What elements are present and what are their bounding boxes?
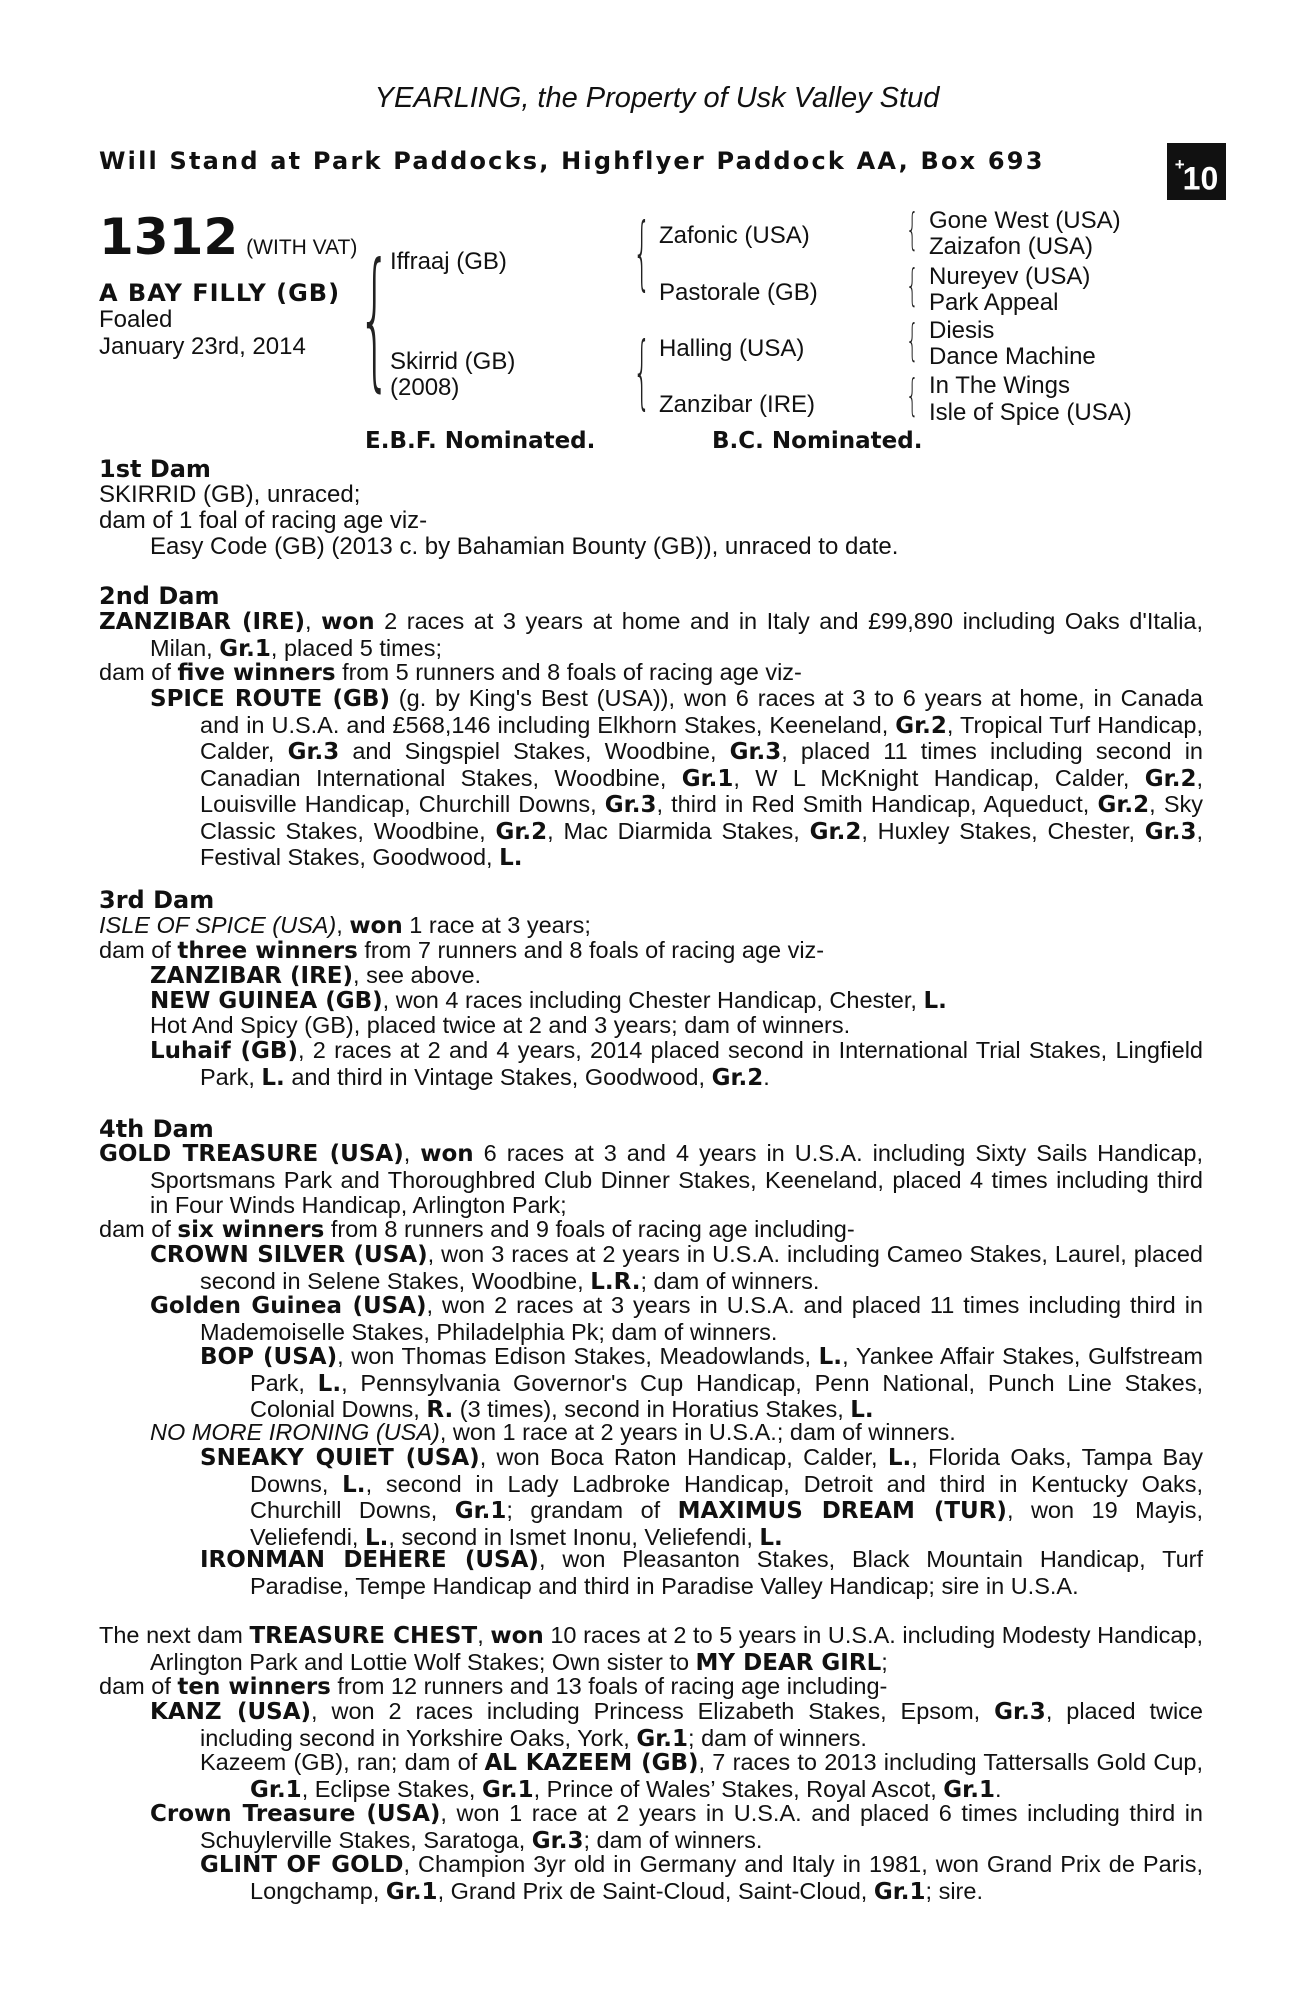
text: , third in Red Smith Handicap, Aqueduct, [656,791,1098,817]
text: dam of [99,659,178,685]
text: , Huxley Stakes, Chester, [861,817,1145,844]
grade: Gr.2 [895,712,947,739]
horse-name-bold: MAXIMUS DREAM (TUR) [677,1498,1007,1524]
grade: Gr.2 [1144,765,1197,792]
dam3-zanzibar [150,963,1203,990]
text: , won 1 race at 2 years in U.S.A.; dam of winners. [439,1419,956,1445]
text: , second in Lady Ladbroke Handicap, Detroit and third in Kentucky Oaks, Churchill Downs, [250,1470,1203,1523]
text: dam of [99,1216,178,1242]
gen3-6: Dance Machine [929,343,1096,370]
dam4-heading: 4th Dam [99,1115,214,1143]
text: ; dam of winners. [640,1267,820,1294]
dam4-ironman-dehere [200,1547,1203,1599]
badge-number: 10 [1182,160,1219,197]
text: 2 races at 3 years at home and in Italy and £99,890 including Oaks d'Italia, Milan, [150,608,1204,661]
dam3-heading: 3rd Dam [99,886,215,914]
horse-name-bold: KANZ (USA) [150,1699,312,1725]
text: . [763,1063,770,1090]
text: , won 19 Mayis, Veliefendi, [250,1497,1204,1550]
lot-number-value: 1312 [99,208,239,266]
grade: L. [759,1524,783,1551]
dam2-zanzibar: ZANZIBAR (IRE), won 2 races at 3 years at home and in Italy and £99,890 including Oaks d'Italia, Milan, Gr.1, placed 5 times; [99,608,1204,662]
stand-location: Will Stand at Park Paddocks, Highflyer Paddock AA, Box 693 [99,147,1045,175]
ebf-nomination: E.B.F. Nominated. [365,428,596,454]
text: , Champion 3yr old in Germany and Italy in 1981, won Grand Prix de Paris, Longchamp, [250,1851,1203,1904]
text: , Yankee Affair Stakes, Gulfstream Park, [250,1343,1203,1396]
grade: Gr.3 [604,792,657,818]
horse-name-bold: NEW GUINEA (GB) [150,988,383,1014]
next-crown-treasure [150,1801,1203,1854]
text: , won 1 race at 2 years in U.S.A. and placed 6 times including third in Schuylerville Stakes, Saratoga, [200,1800,1203,1853]
page-title: YEARLING, the Property of Usk Valley Stud [374,82,940,114]
text: , Eclipse Stakes, [301,1775,482,1802]
dam4-dam-of [99,1217,1203,1244]
text: (g. by King's Best (USA)), won 6 races at 3 to 6 years at home, in Canada and in U.S.A. and £568,146 including Elkhorn Stakes, Keeneland, [200,685,1203,738]
dam4-sneaky-quiet [200,1445,1203,1551]
grade: L. [261,1064,285,1091]
won-bold: won [321,609,375,635]
next-dam-of [99,1674,1203,1701]
text: . [994,1775,1002,1802]
text: , see above. [353,962,482,988]
horse-name-bold: Crown Treasure (USA) [150,1801,441,1827]
horse-name-bold: GOLD TREASURE (USA) [99,1141,404,1167]
sire-dam: Pastorale (GB) [659,279,818,306]
text: , 2 races at 2 and 4 years, 2014 placed second in International Trial Stakes, Lingfield Park, [200,1037,1203,1090]
next-glint-of-gold [200,1852,1203,1905]
grade: Gr.1 [943,1776,995,1803]
dam-year: (2008) [390,374,460,401]
winners-count: ten winners [177,1674,331,1700]
text: , [477,1622,491,1648]
winners-count: three winners [177,938,358,964]
dam3-dam-of [99,938,1203,965]
text: , won 2 races including Princess Elizabeth Stakes, Epsom, [311,1698,995,1724]
dam1-line1: SKIRRID (GB), unraced; [99,481,361,508]
horse-name-bold: CROWN SILVER (USA) [150,1242,428,1268]
grade: L.R. [590,1268,641,1295]
dam1-line3: Easy Code (GB) (2013 c. by Bahamian Bounty (GB)), unraced to date. [150,533,899,560]
text: ; grandam of [506,1497,678,1523]
dam2-heading: 2nd Dam [99,582,220,610]
text: from 5 runners and 8 foals of racing age viz- [335,659,802,685]
text: , Florida Oaks, Tampa Bay Downs, [250,1444,1203,1497]
grade: Gr.1 [385,1878,438,1905]
horse-name-italic: NO MORE IRONING (USA) [150,1419,440,1445]
text: (3 times), second in Horatius Stakes, [453,1396,851,1422]
text: , second in Ismet Inonu, Veliefendi, [388,1523,760,1550]
dam3-new-guinea [150,988,1203,1015]
next-kanz [150,1699,1203,1752]
sire-brace: { [633,206,651,299]
gen3-brace-4: { [906,370,919,421]
text: , placed 5 times; [270,634,443,661]
text: ; dam of winners. [688,1724,867,1751]
text: dam of [99,937,178,963]
dam4-gold-treasure: GOLD TREASURE (USA), won 6 races at 3 and 4 years in U.S.A. including Sixty Sails Handicap, Sportsmans Park and Thoroughbred Club Dinner Stakes, Keeneland, placed 4 times including third in Four Winds Handicap, Arlington Park; [99,1140,1203,1218]
text: , Louisville Handicap, Churchill Downs, [200,764,1203,817]
lot-badge [1167,143,1226,200]
text: , Pennsylvania Governor's Cup Handicap, Penn National, Punch Line Stakes, Colonial Downs, [250,1369,1203,1422]
text: , Prince of Wales’ Stakes, Royal Ascot, [533,1775,944,1802]
foaled-label: Foaled [99,306,173,333]
grade: Gr.1 [636,1725,689,1752]
grade: Gr.2 [1097,792,1150,818]
gen3-8: Isle of Spice (USA) [929,399,1132,426]
gen3-4: Park Appeal [929,289,1059,316]
dam3-hot-and-spicy: Hot And Spicy (GB), placed twice at 2 and 3 years; dam of winners. [150,1012,851,1038]
text: , Mac Diarmida Stakes, [547,817,810,844]
vat-label: (WITH VAT) [246,236,358,259]
text: , won Thomas Edison Stakes, Meadowlands, [337,1343,819,1369]
dam3-isle: ISLE OF SPICE (USA), won 1 race at 3 years; [99,912,591,939]
text: , won Pleasanton Stakes, Black Mountain Handicap, Turf Paradise, Tempe Handicap and third in Paradise Valley Handicap; sire in U.S.A. [250,1546,1203,1599]
dam4-bop [200,1344,1203,1424]
text: from 7 runners and 8 foals of racing age viz- [357,937,825,963]
gen3-brace-2: { [906,260,919,311]
text: from 12 runners and 13 foals of racing age including- [330,1673,888,1699]
grade: Gr.1 [481,1776,534,1803]
gen3-2: Zaizafon (USA) [929,233,1094,260]
horse-name-bold: Luhaif (GB) [150,1038,298,1064]
won-bold: won [490,1623,544,1649]
dam1-heading: 1st Dam [99,455,211,483]
foaled-date: January 23rd, 2014 [99,333,306,360]
text: from 8 runners and 9 foals of racing age including- [324,1216,855,1242]
grade: L. [499,845,523,871]
grade: L. [317,1370,342,1397]
text: , placed 11 times including second in Canadian International Stakes, Woodbine, [200,738,1203,791]
text: , placed twice including second in Yorkshire Oaks, York, [200,1698,1203,1751]
text: ; sire. [925,1877,983,1904]
grade: Gr.1 [454,1498,507,1524]
text: Kazeem (GB), ran; dam of [200,1749,485,1775]
sire: Iffraaj (GB) [390,248,507,275]
next-dam-treasure-chest [99,1623,1203,1676]
grade: L. [887,1445,912,1471]
text: , won 3 races at 2 years in U.S.A. including Cameo Stakes, Laurel, placed second in Selene Stakes, Woodbine, [200,1241,1203,1294]
grade: Gr.3 [531,1827,584,1854]
next-kazeem [200,1750,1203,1803]
grade: R. [426,1397,454,1423]
text: The next dam [99,1622,250,1648]
gen3-brace-3: { [906,315,919,366]
text: 6 races at 3 and 4 years in U.S.A. including Sixty Sails Handicap, Sportsmans Park and Thoroughbred Club Dinner Stakes, Keeneland, placed 4 times including third in Four Winds Handicap, Arlington Park; [150,1140,1203,1218]
sire-sire: Zafonic (USA) [659,222,810,249]
grade: Gr.3 [287,739,340,765]
text: and Singspiel Stakes, Woodbine, [339,738,730,764]
gen3-5: Diesis [929,317,995,344]
grade: Gr.2 [711,1064,764,1091]
horse-name-bold: BOP (USA) [200,1344,338,1370]
horse-name-bold: SNEAKY QUIET (USA) [200,1445,480,1471]
badge-plus: + [1174,155,1185,174]
text: , W L McKnight Handicap, Calder, [733,764,1145,791]
text: , won 2 races at 3 years in U.S.A. and placed 11 times including third in Mademoiselle Stakes, Philadelphia Pk; dam of winners. [200,1292,1203,1345]
winners-count: five winners [177,660,336,686]
horse-name-bold: ZANZIBAR (IRE) [99,609,306,635]
text: 10 races at 2 to 5 years in U.S.A. including Modesty Handicap, Arlington Park and Lottie Wolf Stakes; Own sister to [150,1622,1203,1675]
winners-count: six winners [177,1217,325,1243]
grade: L. [818,1344,843,1370]
grade: L. [850,1397,874,1423]
text: ; dam of winners. [583,1826,763,1853]
text: ; [881,1648,888,1675]
dam2-spice-route [150,686,1203,872]
horse-name: A BAY FILLY (GB) [99,279,341,307]
horse-name-bold: SPICE ROUTE (GB) [150,686,390,712]
dam4-no-more-ironing [150,1420,1203,1446]
grade: Gr.1 [219,635,271,662]
horse-name-bold: GLINT OF GOLD [200,1852,404,1878]
text: dam of [99,1673,178,1699]
dam2-dam-of [99,660,1203,687]
grade: Gr.1 [250,1776,302,1803]
dam-dam: Zanzibar (IRE) [659,391,816,418]
grade: Gr.1 [873,1878,926,1905]
won-bold: won [349,913,403,939]
grade: Gr.2 [809,818,862,845]
grade: L. [364,1524,389,1551]
horse-name-bold: MY DEAR GIRL [695,1649,882,1676]
text: , Sky Classic Stakes, Woodbine, [200,791,1203,844]
horse-name-italic: ISLE OF SPICE (USA) [99,912,337,938]
dam-sire: Halling (USA) [659,335,805,362]
grade: Gr.3 [1144,818,1197,845]
horse-name-bold: Golden Guinea (USA) [150,1293,427,1319]
text: , Tropical Turf Handicap, Calder, [200,711,1203,764]
dam: Skirrid (GB) [390,348,516,375]
dam-brace: { [633,325,651,418]
gen3-3: Nureyev (USA) [929,263,1091,290]
bc-nomination: B.C. Nominated. [712,428,923,454]
text: , 7 races to 2013 including Tattersalls Gold Cup, [698,1749,1203,1775]
dam4-golden-guinea [150,1293,1203,1345]
text: , Festival Stakes, Goodwood, [200,817,1203,870]
horse-name-bold: TREASURE CHEST [249,1623,478,1649]
dam3-luhaif [150,1038,1203,1091]
gen3-7: In The Wings [929,372,1070,399]
text: , won Boca Raton Handicap, Calder, [479,1444,888,1470]
text: 1 race at 3 years; [402,912,591,938]
won-bold: won [420,1141,474,1167]
dam1-line2: dam of 1 foal of racing age viz- [99,507,428,534]
dam4-crown-silver [150,1242,1203,1295]
gen3-brace-1: { [906,204,919,255]
horse-name-bold: AL KAZEEM (GB) [484,1750,699,1776]
grade: Gr.3 [729,739,782,765]
text: , Grand Prix de Saint-Cloud, Saint-Cloud, [437,1877,874,1904]
horse-name-bold: ZANZIBAR (IRE) [150,963,354,989]
grade: L. [923,988,947,1014]
sire-dam-brace: { [358,232,392,406]
horse-name-bold: IRONMAN DEHERE (USA) [200,1547,539,1573]
text: and third in Vintage Stakes, Goodwood, [284,1063,712,1090]
grade: L. [342,1471,366,1498]
grade: Gr.1 [681,765,734,792]
lot-number [99,208,357,266]
grade: Gr.3 [994,1699,1046,1725]
text: , won 4 races including Chester Handicap, Chester, [382,987,924,1013]
grade: Gr.2 [495,818,548,845]
gen3-1: Gone West (USA) [929,207,1121,234]
